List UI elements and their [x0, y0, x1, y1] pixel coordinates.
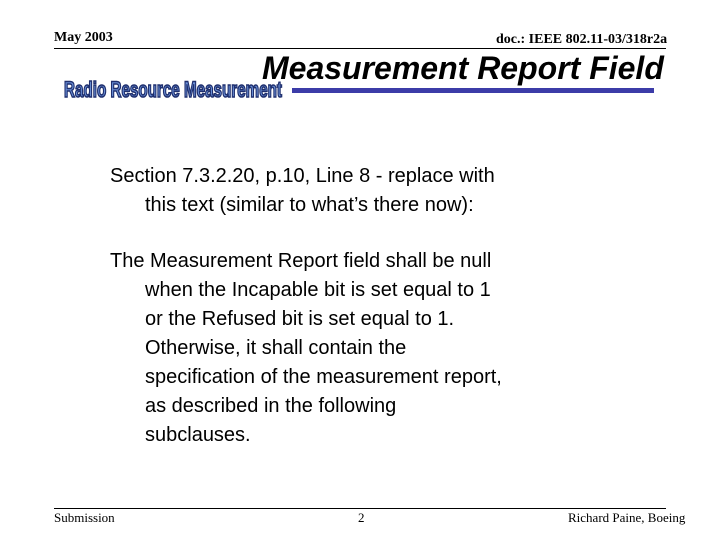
instruction-line: this text (similar to what’s there now):	[145, 194, 474, 216]
section-instruction	[110, 162, 610, 220]
header-divider	[54, 48, 666, 49]
header-date: May 2003	[54, 30, 113, 45]
title-underline	[292, 88, 654, 93]
header-doc-id: doc.: IEEE 802.11-03/318r2a	[496, 32, 668, 47]
replacement-line: The Measurement Report field shall be null	[110, 250, 492, 272]
instruction-line: Section 7.3.2.20, p.10, Line 8 - replace with	[110, 165, 495, 187]
replacement-text	[110, 247, 630, 450]
footer-divider	[54, 508, 666, 509]
replacement-line: Otherwise, it shall contain the	[145, 337, 407, 359]
replacement-line: when the Incapable bit is set equal to 1	[145, 279, 491, 301]
svg-text:Radio Resource Measurement: Radio Resource Measurement	[64, 77, 283, 102]
replacement-line: or the Refused bit is set equal to 1.	[145, 308, 455, 330]
footer-submission: Submission	[54, 510, 115, 525]
replacement-line: as described in the following	[145, 395, 397, 417]
slide-title: Measurement Report Field	[262, 50, 664, 86]
replacement-line: subclauses.	[145, 424, 251, 446]
radio-resource-measurement-logo	[64, 76, 284, 102]
replacement-line: specification of the measurement report,	[145, 366, 502, 388]
footer-author: Richard Paine, Boeing	[568, 510, 686, 525]
footer-page-number: 2	[358, 510, 365, 525]
